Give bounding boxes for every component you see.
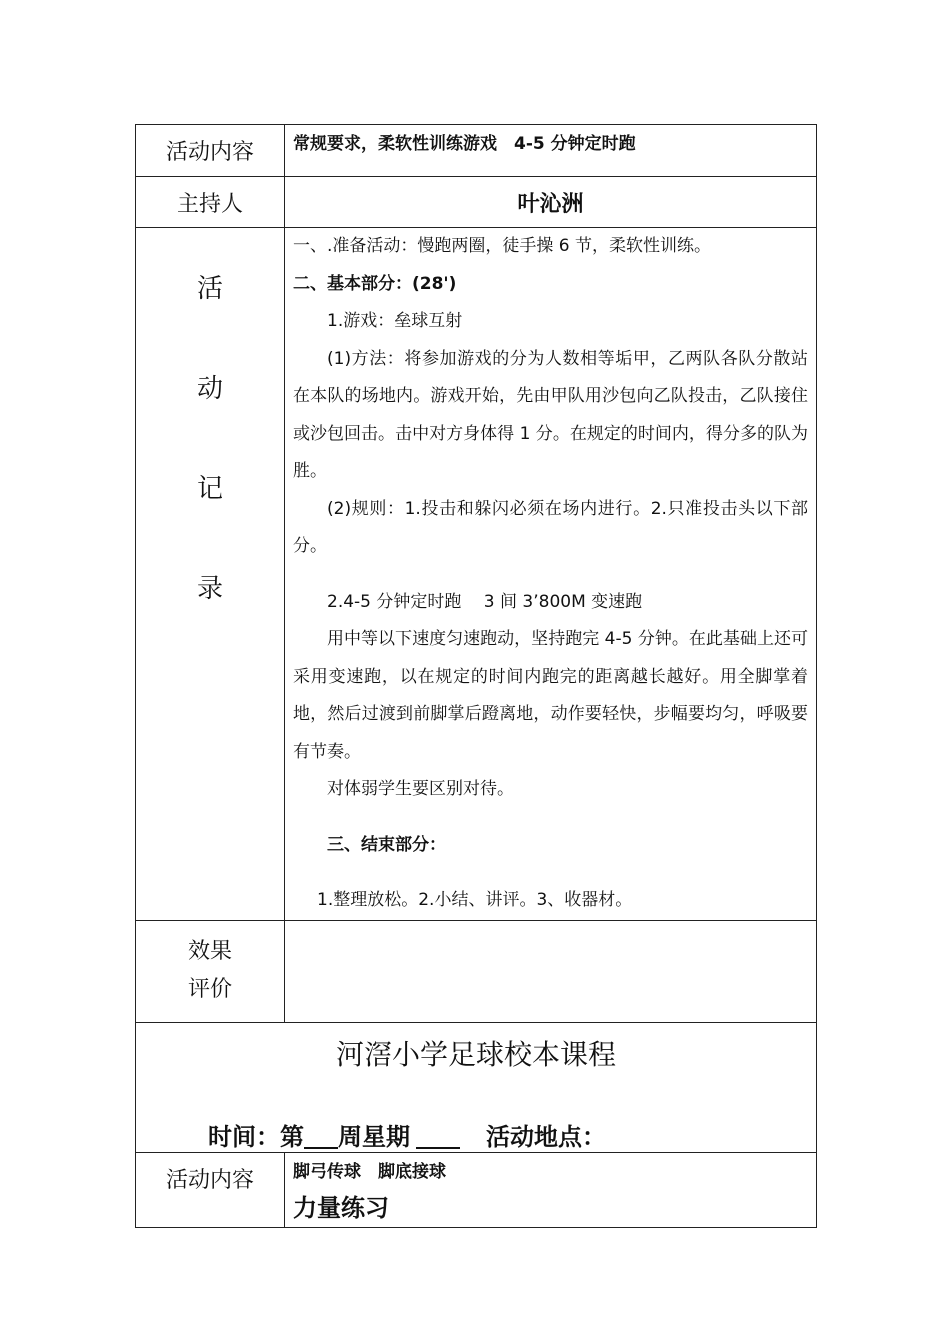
activity-content-line1: 脚弓传球 脚底接球 (293, 1161, 446, 1182)
lesson-plan-table (135, 124, 817, 1228)
course-title-row (136, 1022, 817, 1152)
weak-students-note: 对体弱学生要区别对待。 (327, 779, 514, 799)
activity-content-cell-2 (285, 1152, 817, 1227)
effect-evaluation-row (136, 920, 817, 1022)
host-name: 叶沁洲 (285, 177, 817, 228)
activity-content-cell (285, 125, 817, 177)
activity-record-label (136, 228, 285, 921)
time-label: 时间：第 (208, 1122, 304, 1151)
weekday-blank (416, 1123, 460, 1149)
game-rules-paragraph: (2)规则：1.投击和躲闪必须在场内进行。2.只准投击头以下部分。 (293, 498, 808, 556)
record-char-2: 动 (196, 374, 223, 404)
week-blank (304, 1123, 338, 1149)
week-label: 周星期 (338, 1122, 410, 1151)
course-title: 河滘小学足球校本课程 (335, 1037, 616, 1071)
activity-content-text: 常规要求，柔软性训练游戏 4-5 分钟定时跑 (293, 134, 636, 154)
activity-content-row-2 (136, 1152, 817, 1227)
ending-part-paragraph: 1.整理放松。2.小结、讲评。3、收器材。 (317, 890, 633, 910)
activity-content-label-2: 活动内容 (136, 1152, 285, 1227)
activity-record-row (136, 228, 817, 921)
warmup-paragraph: 一、.准备活动：慢跑两圈，徒手操 6 节，柔软性训练。 (293, 236, 712, 256)
timed-run-paragraph: 用中等以下速度匀速跑动，坚持跑完 4-5 分钟。在此基础上还可采用变速跑，以在规定的时间内跑完的距离越长越好。用全脚掌着地，然后过渡到前脚掌后蹬离地，动作要轻快，步幅要均匀，呼吸要有节奏。 (293, 629, 808, 762)
effect-label-line1: 效果 (187, 939, 232, 964)
game-method-paragraph: (1)方法：将参加游戏的分为人数相等垢甲，乙两队各队分散站在本队的场地内。游戏开始，先由甲队用沙包向乙队投击，乙队接住或沙包回击。击中对方身体得 1 分。在规定的时间内，得分多的队为胜。 (293, 348, 808, 481)
time-place-line (136, 1117, 816, 1152)
basic-part-heading: 二、基本部分：(28') (293, 273, 457, 294)
course-title-cell (136, 1022, 817, 1152)
activity-content-row (136, 125, 817, 177)
game-title: 1.游戏：垒球互射 (327, 311, 463, 331)
timed-run-title: 2.4-5 分钟定时跑 3 间 3’800M 变速跑 (327, 591, 643, 612)
record-char-1: 活 (196, 274, 223, 304)
effect-evaluation-cell (285, 920, 817, 1022)
record-char-3: 记 (196, 474, 223, 504)
activity-content-line2: 力量练习 (293, 1193, 389, 1222)
place-label: 活动地点： (486, 1122, 606, 1151)
activity-record-content (285, 228, 817, 921)
ending-part-heading: 三、结束部分： (327, 834, 446, 855)
effect-label-line2: 评价 (187, 977, 232, 1002)
host-label: 主持人 (136, 177, 285, 228)
host-row (136, 177, 817, 228)
activity-content-label: 活动内容 (136, 125, 285, 177)
record-char-4: 录 (196, 574, 223, 604)
effect-evaluation-label (136, 920, 285, 1022)
